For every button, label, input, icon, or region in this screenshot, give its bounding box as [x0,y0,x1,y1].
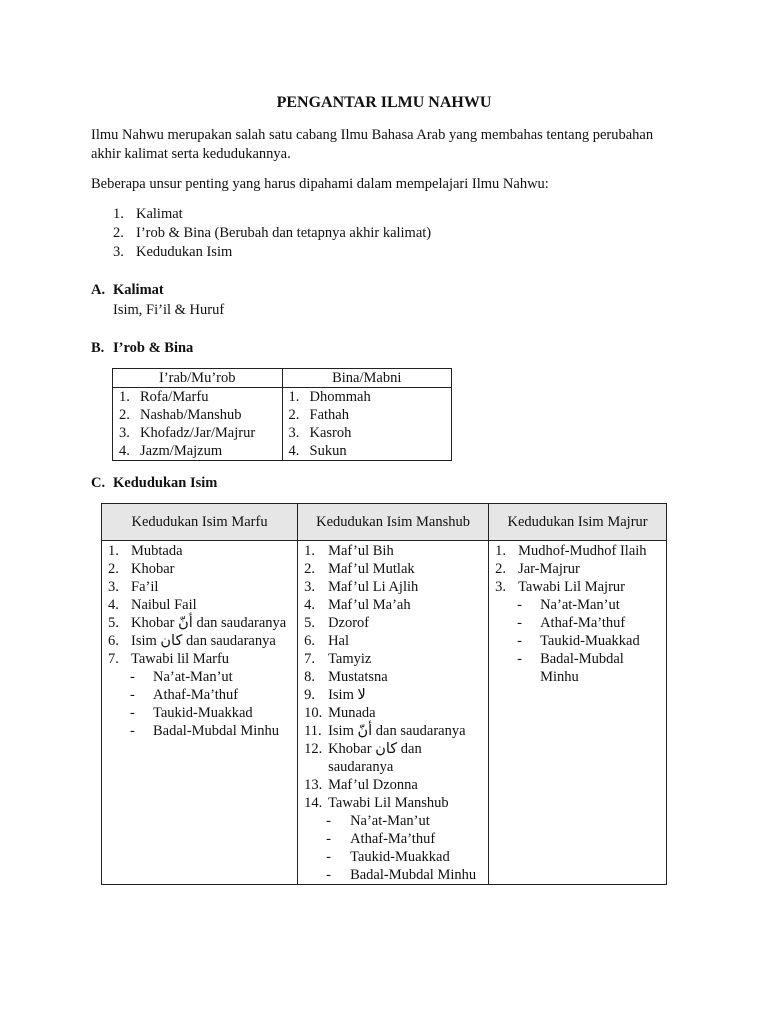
list-item-number: 4. [108,597,119,613]
list-item [495,632,666,650]
list-item-text: Badal-Mubdal Minhu [153,723,280,739]
marfu-list [102,541,297,740]
list-item-number: - [326,831,331,847]
unsur-text: Kedudukan Isim [136,244,233,260]
list-item-text: Maf’ul Mutlak [328,561,415,577]
intro-line-1: Ilmu Nahwu merupakan salah satu cabang Ilmu Bahasa Arab yang membahas tentang perubahan [91,127,654,143]
list-item-number: 2. [288,407,300,423]
section-a-letter: A. [91,282,106,298]
unsur-num: 3. [113,244,124,260]
section-c-heading: Kedudukan Isim [113,475,218,491]
list-item-text: Khobar أنّ dan saudaranya [131,615,287,631]
list-item-text: Tawabi Lil Majrur [518,579,625,595]
list-item-number: 4. [288,443,300,459]
list-item [108,722,297,740]
list-item-text: Isim كان dan saudaranya [131,633,276,649]
section-b-heading: I’rob & Bina [113,340,194,356]
list-item [289,406,452,424]
list-item-text: Mudhof-Mudhof Ilaih [518,543,647,559]
list-item-text: Na’at-Man’ut [540,597,620,613]
unsur-num: 2. [113,225,124,241]
list-item-text: Badal-Mubdal Minhu [540,651,624,685]
list-item-text: Kasroh [309,425,352,441]
list-item [108,542,297,560]
list-item [304,704,488,722]
table-header-row [113,369,452,388]
list-item-text: Jazm/Majzum [140,443,223,459]
list-item-number: 4. [119,443,130,459]
list-item [108,632,297,650]
list-item [108,650,297,668]
list-item-number: - [326,867,331,883]
header-bina: Bina/Mabni [282,369,452,388]
page-title: PENGANTAR ILMU NAHWU [276,94,492,111]
list-item [304,614,488,632]
list-item-text: Fathah [309,407,349,423]
list-item-number: 4. [304,597,315,613]
list-item-text: Khofadz/Jar/Majrur [140,425,256,441]
unsur-text: Kalimat [136,206,183,222]
table-header-row [102,504,667,541]
list-item-number: 9. [304,687,315,703]
list-item-text: Isim لا [328,687,366,703]
list-item-text: Tawabi Lil Manshub [328,795,449,811]
list-item [108,668,297,686]
list-item-text: Munada [328,705,376,721]
list-item-text: Athaf-Ma’thuf [350,831,436,847]
intro-lead: Beberapa unsur penting yang harus dipahami dalam mempelajari Ilmu Nahwu: [91,176,549,192]
list-item-number: 2. [495,561,506,577]
list-item [304,596,488,614]
list-item-text: Maf’ul Dzonna [328,777,418,793]
list-item-text: Maf’ul Li Ajlih [328,579,419,595]
list-item-number: 2. [119,407,130,423]
bina-list [283,388,452,460]
list-item-text: Jar-Majrur [518,561,580,577]
list-item-text: Tamyiz [328,651,372,667]
list-item-text: Khobar كان dan saudaranya [328,741,422,775]
list-item-number: 1. [495,543,506,559]
list-item-number: 2. [304,561,315,577]
list-item-number: 3. [288,425,300,441]
list-item [108,578,297,596]
list-item [108,686,297,704]
list-item-number: 2. [108,561,119,577]
list-item-number: - [130,723,135,739]
header-majrur: Kedudukan Isim Majrur [489,504,667,541]
list-item-text: Taukid-Muakkad [350,849,450,865]
section-b-letter: B. [91,340,105,356]
majrur-cell [489,541,667,885]
list-item-text: Tawabi lil Marfu [131,651,230,667]
list-item-number: 1. [119,389,130,405]
list-item-number: - [130,705,135,721]
bina-cell [282,388,452,461]
list-item [304,812,488,830]
list-item-number: 14. [304,795,323,811]
list-item [304,632,488,650]
list-item [495,560,666,578]
list-item [108,704,297,722]
unsur-num: 1. [113,206,124,222]
list-item-text: Fa’il [131,579,159,595]
list-item [119,424,282,442]
majrur-list [489,541,666,686]
list-item [119,406,282,424]
list-item [108,596,297,614]
list-item-number: 5. [108,615,119,631]
list-item-number: 1. [304,543,315,559]
list-item-text: Rofa/Marfu [140,389,209,405]
irab-cell [113,388,283,461]
list-item [304,560,488,578]
list-item-number: 7. [304,651,315,667]
list-item-number: 12. [304,741,323,757]
list-item-text: Naibul Fail [131,597,197,613]
list-item-number: 10. [304,705,323,721]
list-item [119,442,282,460]
list-item-number: 6. [304,633,315,649]
list-item-text: Mustatsna [328,669,388,685]
list-item-text: Badal-Mubdal Minhu [350,867,477,883]
list-item [289,442,452,460]
list-item-text: Na’at-Man’ut [350,813,430,829]
list-item-number: - [517,615,522,631]
irab-list [113,388,282,460]
section-c-letter: C. [91,475,106,491]
manshub-list [298,541,488,884]
unsur-text: I’rob & Bina (Berubah dan tetapnya akhir kalimat) [136,225,432,241]
section-a-heading: Kalimat [113,282,164,298]
list-item-number: - [517,633,522,649]
section-a-body: Isim, Fi’il & Huruf [113,302,225,318]
list-item-number: - [326,813,331,829]
list-item-text: Khobar [131,561,175,577]
list-item-number: 11. [304,723,322,739]
header-irab: I’rab/Mu’rob [113,369,283,388]
kedudukan-isim-table [101,503,667,885]
list-item [304,740,488,776]
list-item [304,722,488,740]
marfu-cell [102,541,298,885]
list-item-text: Isim أنّ dan saudaranya [328,723,466,739]
list-item [289,388,452,406]
list-item [304,542,488,560]
list-item-number: 8. [304,669,315,685]
list-item-number: - [130,669,135,685]
list-item-number: 5. [304,615,315,631]
header-manshub: Kedudukan Isim Manshub [298,504,489,541]
list-item-number: 6. [108,633,119,649]
list-item-text: Sukun [309,443,347,459]
table-row [113,388,452,461]
list-item [304,686,488,704]
list-item [304,830,488,848]
list-item [304,848,488,866]
list-item-number: 1. [288,389,300,405]
list-item-text: Hal [328,633,349,649]
list-item-number: 3. [108,579,119,595]
header-marfu: Kedudukan Isim Marfu [102,504,298,541]
intro-line-2: akhir kalimat serta kedudukannya. [91,146,291,162]
list-item-text: Athaf-Ma’thuf [540,615,626,631]
list-item-text: Maf’ul Bih [328,543,394,559]
list-item [108,560,297,578]
list-item-number: - [517,651,522,667]
list-item-text: Athaf-Ma’thuf [153,687,239,703]
list-item-text: Dzorof [328,615,370,631]
list-item-text: Nashab/Manshub [140,407,242,423]
list-item [304,794,488,812]
list-item-text: Taukid-Muakkad [540,633,640,649]
list-item-number: 3. [304,579,315,595]
list-item [495,578,666,596]
list-item-text: Dhommah [309,389,371,405]
list-item [495,614,666,632]
list-item [108,614,297,632]
list-item [304,668,488,686]
list-item-number: 13. [304,777,323,793]
list-item-number: - [517,597,522,613]
list-item-text: Mubtada [131,543,183,559]
list-item-number: 3. [119,425,130,441]
list-item [304,776,488,794]
list-item [495,596,666,614]
list-item-text: Na’at-Man’ut [153,669,233,685]
list-item [289,424,452,442]
list-item-number: - [130,687,135,703]
list-item-number: - [326,849,331,865]
table-row [102,541,667,885]
list-item-number: 7. [108,651,119,667]
list-item-number: 1. [108,543,119,559]
list-item [304,866,488,884]
list-item [119,388,282,406]
list-item-number: 3. [495,579,506,595]
list-item-text: Maf’ul Ma’ah [328,597,411,613]
list-item-text: Taukid-Muakkad [153,705,253,721]
list-item [304,650,488,668]
list-item [495,542,666,560]
irob-bina-table [112,368,452,461]
manshub-cell [298,541,489,885]
list-item [495,650,666,686]
list-item [304,578,488,596]
